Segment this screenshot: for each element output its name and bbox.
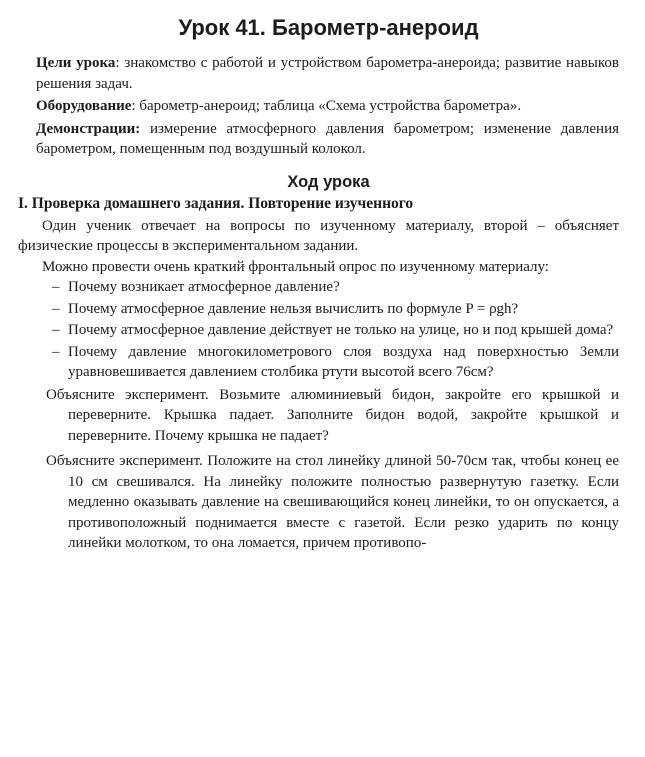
question-list [18,277,619,383]
experiment-1: Объясните эксперимент. Возьмите алюминиевый бидон, закройте его крышкой и переверните. Крышка падает. Заполните бидон водой, закройте крышкой и переверните. Почему крышка не падает? [46,386,619,444]
experiment-2: Объясните эксперимент. Положите на стол линейку длиной 50-70см так, чтобы конец ее 10 см свешивался. На линейку положите полностью развернутую газетку. Если медленно оказывать давление на свешивающийся конец линейки, то он опускается, а противоположный поднимается вместе с газетой. Если резко ударить по концу линейки молотком, то она ломается, причем противопо- [46,453,619,551]
lesson-title: Урок 41. Барометр-анероид [178,15,479,40]
equipment-label: Оборудование [36,98,132,114]
lesson-goals [18,53,619,94]
course-heading: Ход урока [287,172,370,191]
list-item [18,342,619,383]
list-item [18,277,619,298]
goals-label: Цели урока [36,55,116,71]
lesson-equipment [18,96,619,117]
demo-label: Демонстрации: [36,120,141,137]
question-text: Почему атмосферное давление нельзя вычислить по формуле P = ρgh? [68,300,519,317]
question-text: Почему давление многокилометрового слоя воздуха над поверхностью Земли уравновешивается давлением столбика ртути высотой всего 76см? [68,343,619,380]
question-text: Почему атмосферное давление действует не только на улице, но и под крышей дома? [68,322,614,338]
paragraph-2: Можно провести очень краткий фронтальный опрос по изученному материалу: [42,258,549,275]
section-1-title: I. Проверка домашнего задания. Повторение изученного [18,195,414,212]
dash-marker: – [52,300,60,317]
dash-marker: – [52,279,60,295]
dash-marker: – [52,343,60,360]
demo-text: измерение атмосферного давления барометром; изменение давления барометром, помещенным под воздушный колокол. [36,120,619,157]
dash-marker: – [52,322,60,338]
question-text: Почему возникает атмосферное давление? [68,279,340,295]
paragraph-1: Один ученик отвечает на вопросы по изученному материалу, второй – объясняет физические процессы в экспериментальном задании. [18,217,619,254]
list-item [18,320,619,341]
goals-text: : знакомство с работой и устройством барометра-анероида; развитие навыков решения задач. [36,55,619,92]
lesson-demonstrations [18,119,619,160]
equipment-text: : барометр-анероид; таблица «Схема устройства барометра». [131,98,522,114]
list-item [18,299,619,320]
